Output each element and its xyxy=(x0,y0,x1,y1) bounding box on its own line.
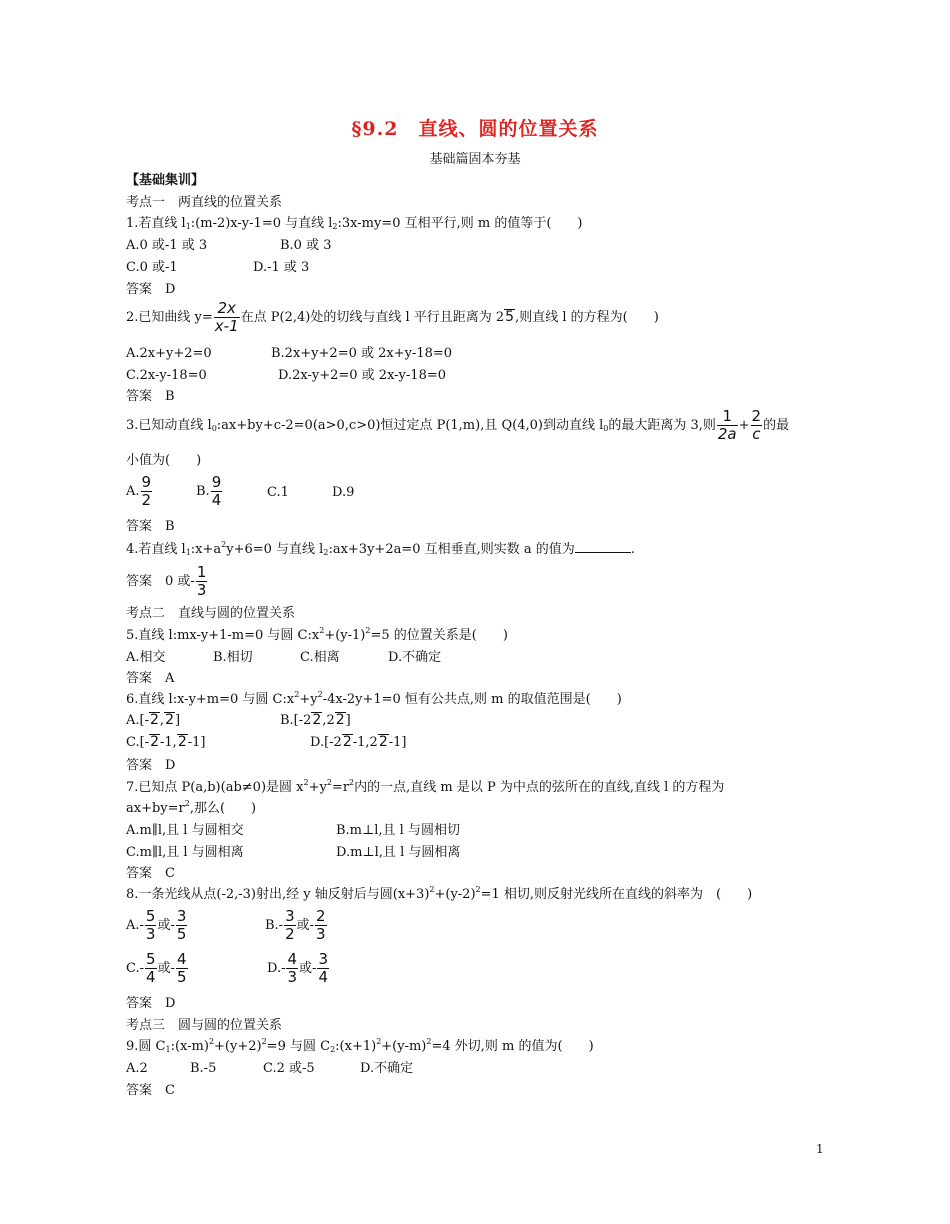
question-5-option-c: C.相离 xyxy=(300,650,340,665)
question-6-stem: 6.直线 l:x-y+m=0 与圆 $C:x^2+y^2-4x-2y+1=0$ 恒有公共点,则 m 的取值范围是( ) xyxy=(126,690,622,707)
question-3-option-c: C.1 xyxy=(267,485,289,500)
question-5-stem: 5.直线 l:mx-y+1-m=0 与圆 $C:x^2+(y-1)^2=5$ 的位置关系是( ) xyxy=(126,626,508,643)
question-8-option-d: D.- $\frac{4}{3}$ 或- $\frac{3}{4}$ xyxy=(267,950,328,986)
question-2-option-b: B.2x+y+2=0 或 2x+y-18=0 xyxy=(271,346,453,361)
question-8-stem: 8.一条光线从点(-2,-3)射出,经 y 轴反射后与圆$(x+3)^2+(y-2)^2=1$ 相切,则反射光线所在直线的斜率为 ( ) xyxy=(126,885,753,902)
sqrt-5: 5 xyxy=(505,309,515,325)
section-label: 【基础集训】 xyxy=(126,173,205,188)
question-2-answer: 答案 B xyxy=(126,389,175,404)
question-7-option-d: D.m⊥l,且 l 与圆相离 xyxy=(336,845,461,860)
question-3-option-a: A. $\frac{9}{2}$ xyxy=(126,473,152,509)
question-6-option-a: A.[-2,2] xyxy=(126,712,181,728)
question-9-option-c: C.2 或-5 xyxy=(263,1061,315,1076)
question-6-option-b: B.[-22,22] xyxy=(280,712,351,728)
question-3-fraction-1: $\frac{1}{2a}$ xyxy=(717,407,737,443)
question-7-option-c: C.m∥l,且 l 与圆相离 xyxy=(126,845,244,860)
question-3-fraction-2: $\frac{2}{c}$ xyxy=(751,407,762,443)
question-7-stem: 7.已知点 P(a,b)(ab≠0)是圆 $x^2+y^2=r^2$内的一点,直线 m 是以 P 为中点的弦所在的直线,直线 l 的方程为 xyxy=(126,778,725,795)
kaodian-3-heading: 考点三 圆与圆的位置关系 xyxy=(126,1018,283,1033)
question-6-answer: 答案 D xyxy=(126,758,176,773)
page-subtitle: 基础篇固本夯基 xyxy=(429,152,521,167)
question-9-answer: 答案 C xyxy=(126,1083,175,1098)
question-9-option-d: D.不确定 xyxy=(360,1061,414,1076)
question-8-option-b: B.- $\frac{3}{2}$ 或- $\frac{2}{3}$ xyxy=(265,907,326,943)
question-8-option-a: A.- $\frac{5}{3}$ 或- $\frac{3}{5}$ xyxy=(126,907,187,943)
question-8-answer: 答案 D xyxy=(126,996,176,1011)
question-7-option-a: A.m∥l,且 l 与圆相交 xyxy=(126,823,244,838)
question-3-option-b: B. $\frac{9}{4}$ xyxy=(196,473,222,509)
question-2-option-a: A.2x+y+2=0 xyxy=(126,346,212,361)
question-6-option-d: D.[-22-1,22-1] xyxy=(310,734,407,750)
kaodian-2-heading: 考点二 直线与圆的位置关系 xyxy=(126,606,296,621)
question-3-option-d: D.9 xyxy=(332,485,355,500)
question-3-answer: 答案 B xyxy=(126,519,175,534)
page-number: 1 xyxy=(816,1142,824,1156)
question-1-option-d: D.-1 或 3 xyxy=(253,260,310,275)
page-title: §9.2 直线、圆的位置关系 xyxy=(351,118,599,140)
question-7-option-b: B.m⊥l,且 l 与圆相切 xyxy=(336,823,460,838)
question-9-stem: 9.圆 $C_1:(x-m)^2+(y+2)^2=9$ 与圆 $C_2:(x+1)^2+(y-m)^2=4$ 外切,则 m 的值为( ) xyxy=(126,1037,594,1054)
kaodian-1-heading: 考点一 两直线的位置关系 xyxy=(126,195,283,210)
question-4-stem: 4.若直线 $l_1:x+a^2y+6=0$ 与直线 $l_2:ax+3y+2a=0$ 互相垂直,则实数 a 的值为 . xyxy=(126,540,635,557)
question-1-stem: 1.若直线 $l_1:(m-2)x-y-1=0$ 与直线 $l_2:3x-my=0$ 互相平行,则 m 的值等于( ) xyxy=(126,216,583,231)
question-4-answer: 答案 0 或- $\frac{1}{3}$ xyxy=(126,563,207,599)
question-5-answer: 答案 A xyxy=(126,671,175,686)
question-2-stem: 2.已知曲线 y= $\frac{2x}{x-1}$ 在点 P(2,4)处的切线与直线 l 平行且距离为 25,则直线 l 的方程为( ) xyxy=(126,299,659,335)
question-5-option-d: D.不确定 xyxy=(388,650,442,665)
question-7-answer: 答案 C xyxy=(126,866,175,881)
question-5-option-a: A.相交 xyxy=(126,650,166,665)
question-1-option-b: B.0 或 3 xyxy=(280,238,332,253)
question-2-fraction: $\frac{2x}{x-1}$ xyxy=(214,299,239,335)
question-6-option-c: C.[-2-1,2-1] xyxy=(126,734,206,750)
question-7-stem-cont: $ax+by=r^2$,那么( ) xyxy=(126,799,257,816)
question-1-option-a: A.0 或-1 或 3 xyxy=(126,238,208,253)
answer-blank xyxy=(575,540,631,553)
question-2-option-d: D.2x-y+2=0 或 2x-y-18=0 xyxy=(278,368,447,383)
question-1-option-c: C.0 或-1 xyxy=(126,260,178,275)
question-3-stem: 3.已知动直线 $l_0:ax+by+c-2=0(a>0,c>0)$恒过定点 P(1,m),且 Q(4,0)到动直线 $l_0$的最大距离为 3,则 $\frac{1}{2a}$ + $\frac{2}{c}$ 的最 xyxy=(126,407,790,443)
question-3-stem-cont: 小值为( ) xyxy=(126,453,202,468)
question-8-option-c: C.- $\frac{5}{4}$ 或- $\frac{4}{5}$ xyxy=(126,950,187,986)
question-9-option-b: B.-5 xyxy=(190,1061,217,1076)
question-5-option-b: B.相切 xyxy=(213,650,253,665)
question-2-option-c: C.2x-y-18=0 xyxy=(126,368,207,383)
question-9-option-a: A.2 xyxy=(126,1061,148,1076)
question-1-answer: 答案 D xyxy=(126,282,176,297)
